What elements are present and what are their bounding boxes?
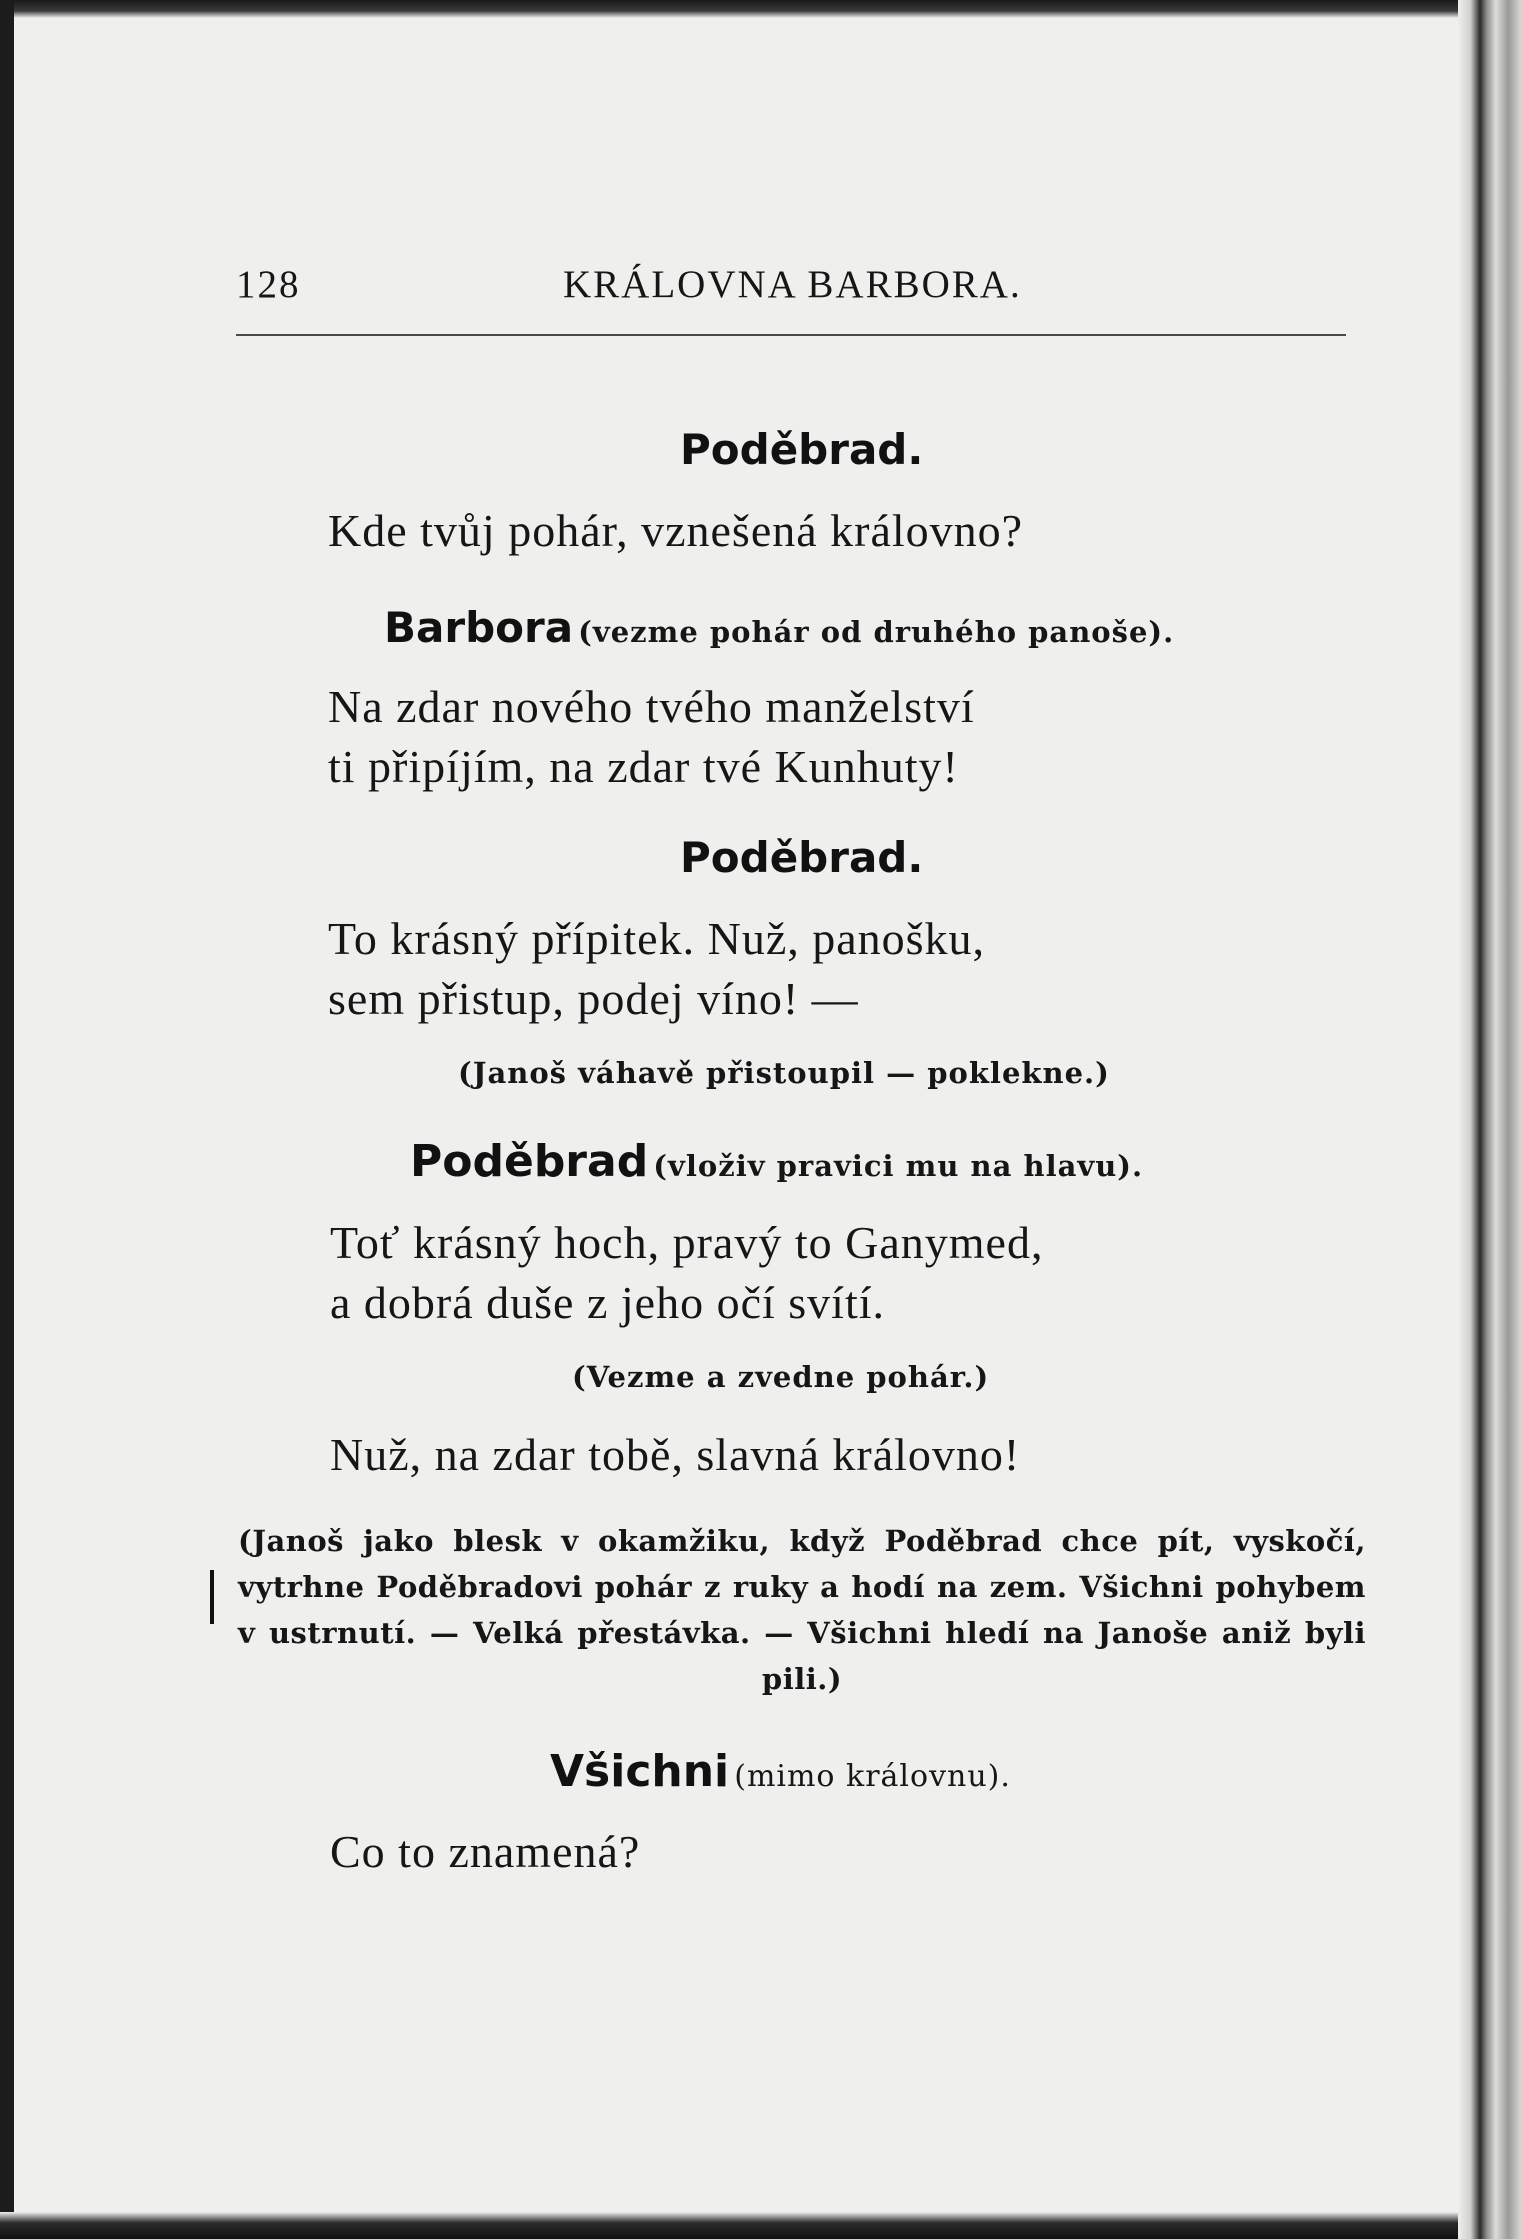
- verse-line: Na zdar nového tvého manželství: [328, 681, 975, 732]
- stage-direction: (Vezme a zvedne pohár.): [572, 1360, 990, 1394]
- running-head: KRÁLOVNA BARBORA.: [563, 263, 1022, 306]
- speaker-heading: [410, 1136, 1143, 1187]
- verse-line: ti připíjím, na zdar tvé Kunhuty!: [328, 741, 959, 792]
- speaker-name: Všichni: [550, 1746, 730, 1797]
- header-rule: [236, 334, 1346, 336]
- stage-direction-paragraph: (Janoš jako blesk v okamžiku, když Poděbrad chce pít, vyskočí, vytrhne Poděbradovi pohár z ruky a hodí na zem. Všichni pohybem v ustrnutí. — Velká přestávka. — Všichni hledí na Janoše aniž byli pili.): [238, 1524, 1366, 1696]
- verse-line: Nuž, na zdar tobě, slavná královno!: [330, 1429, 1021, 1480]
- stage-direction: (Janoš váhavě přistoupil — poklekne.): [458, 1056, 1110, 1090]
- verse-line: Co to znamená?: [330, 1826, 641, 1877]
- margin-pencil-mark: [210, 1570, 214, 1624]
- speaker-name: Poděbrad: [410, 1136, 649, 1187]
- scan-left-border: [0, 0, 14, 2239]
- scan-top-border: [0, 0, 1521, 18]
- verse-line: Kde tvůj pohár, vznešená královno?: [328, 505, 1024, 556]
- speaker-name: Poděbrad.: [680, 833, 924, 882]
- speaker-name: Poděbrad.: [680, 425, 924, 474]
- speaker-heading: [384, 603, 1174, 652]
- speaker-direction: (vloživ pravici mu na hlavu).: [653, 1149, 1144, 1183]
- verse-line: a dobrá duše z jeho očí svítí.: [330, 1277, 886, 1328]
- speaker-name: Barbora: [384, 603, 574, 652]
- speaker-heading: [550, 1746, 1011, 1797]
- scan-bottom-border: [0, 2212, 1521, 2239]
- verse-line: To krásný přípitek. Nuž, panošku,: [328, 913, 986, 964]
- speaker-direction: (vezme pohár od druhého panoše).: [578, 615, 1175, 649]
- book-spine-edge: [1458, 0, 1521, 2239]
- verse-line: Toť krásný hoch, pravý to Ganymed,: [330, 1217, 1044, 1268]
- page-number: 128: [236, 263, 301, 306]
- verse-line: sem přistup, podej víno! —: [328, 973, 859, 1024]
- speaker-direction: (mimo královnu).: [734, 1759, 1011, 1794]
